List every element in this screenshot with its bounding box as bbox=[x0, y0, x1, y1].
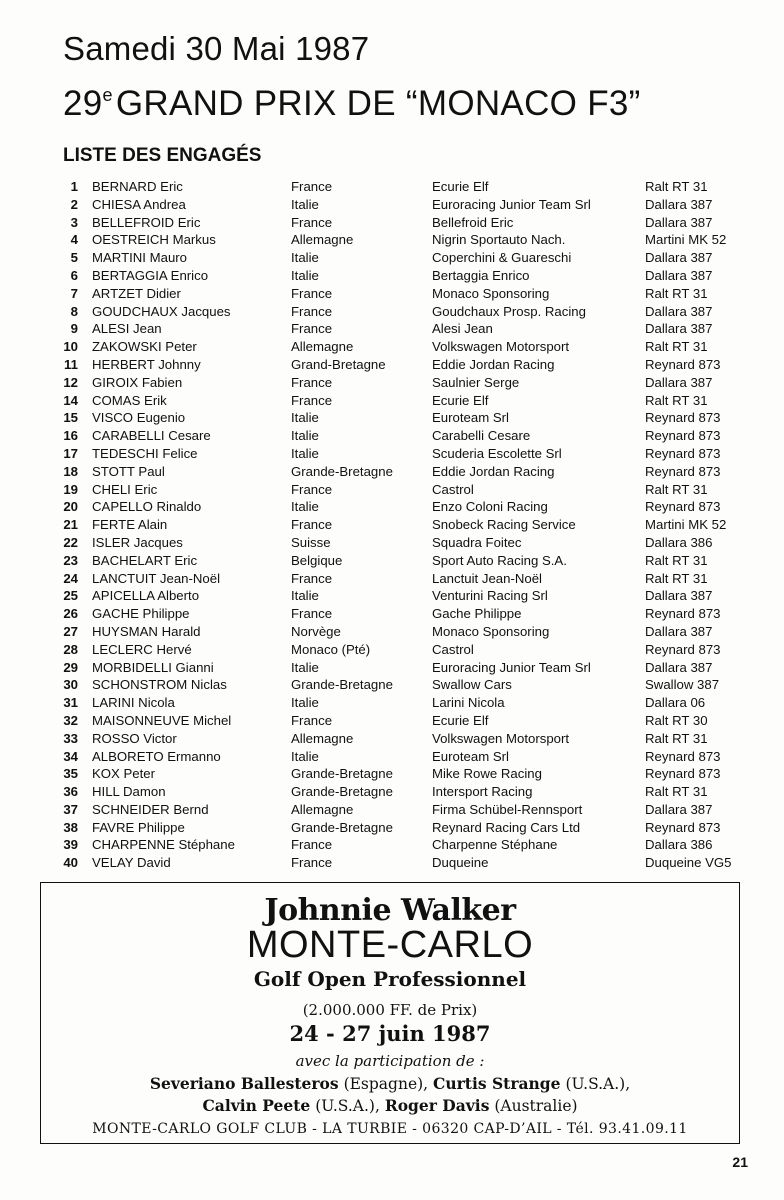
driver-nationality: Italie bbox=[291, 659, 319, 675]
entrant-team: Goudchaux Prosp. Racing bbox=[432, 303, 586, 319]
car-model: Ralt RT 31 bbox=[645, 179, 708, 194]
car-model: Dallara 387 bbox=[645, 321, 713, 337]
driver-nationality: France bbox=[291, 606, 333, 622]
entry-number: 7 bbox=[70, 285, 78, 301]
car-model: Reynard 873 bbox=[645, 748, 721, 764]
entry-row bbox=[0, 783, 784, 801]
entry-row bbox=[0, 303, 784, 321]
entry-row bbox=[0, 320, 784, 338]
entry-row bbox=[0, 392, 784, 410]
driver-name: CHELI Eric bbox=[92, 481, 158, 497]
entrant-team: Intersport Racing bbox=[432, 784, 533, 800]
driver-name: HERBERT Johnny bbox=[92, 356, 201, 372]
car-model: Reynard 873 bbox=[645, 428, 721, 444]
player-country: (Espagne), bbox=[343, 1075, 429, 1093]
player-country: (Australie) bbox=[494, 1097, 578, 1115]
entry-number: 12 bbox=[63, 374, 78, 390]
johnnie-walker-ad bbox=[40, 882, 740, 1144]
driver-name: CHARPENNE Stéphane bbox=[92, 837, 235, 853]
entry-number: 39 bbox=[63, 837, 78, 853]
player-name: Roger Davis bbox=[384, 1096, 490, 1115]
driver-nationality: Allemagne bbox=[291, 232, 354, 248]
entry-number: 29 bbox=[63, 659, 78, 675]
entry-number: 16 bbox=[63, 428, 78, 444]
car-model: Dallara 387 bbox=[645, 659, 713, 675]
entrant-team: Ecurie Elf bbox=[432, 179, 489, 194]
driver-nationality: France bbox=[291, 285, 333, 301]
driver-name: LANCTUIT Jean-Noël bbox=[92, 570, 221, 586]
driver-name: VELAY David bbox=[92, 855, 171, 871]
entry-number: 36 bbox=[63, 784, 78, 800]
entry-number: 14 bbox=[63, 392, 78, 408]
driver-name: LECLERC Hervé bbox=[92, 641, 192, 657]
driver-name: ROSSO Victor bbox=[92, 730, 177, 746]
entry-number: 21 bbox=[63, 517, 78, 533]
driver-name: LARINI Nicola bbox=[92, 695, 175, 711]
car-model: Dallara 387 bbox=[645, 374, 713, 390]
driver-nationality: France bbox=[291, 517, 333, 533]
entrant-team: Saulnier Serge bbox=[432, 374, 520, 390]
entrant-team: Eddie Jordan Racing bbox=[432, 356, 555, 372]
entry-number: 3 bbox=[70, 214, 78, 230]
entry-number: 37 bbox=[63, 801, 78, 817]
driver-nationality: Italie bbox=[291, 196, 319, 212]
entry-row bbox=[0, 801, 784, 819]
entry-row bbox=[0, 854, 784, 872]
player-name: Calvin Peete bbox=[202, 1096, 311, 1115]
driver-name: SCHNEIDER Bernd bbox=[92, 801, 209, 817]
driver-name: ALESI Jean bbox=[92, 321, 162, 337]
entry-row bbox=[0, 498, 784, 516]
car-model: Dallara 387 bbox=[645, 801, 713, 817]
driver-nationality: Italie bbox=[291, 588, 319, 604]
ad-participation: avec la participation de : bbox=[295, 1052, 485, 1070]
entry-row bbox=[0, 605, 784, 623]
entry-number: 15 bbox=[63, 410, 78, 426]
car-model: Reynard 873 bbox=[645, 819, 721, 835]
entry-number: 2 bbox=[70, 196, 78, 212]
car-model: Reynard 873 bbox=[645, 766, 721, 782]
entry-row bbox=[0, 267, 784, 285]
driver-name: TEDESCHI Felice bbox=[92, 445, 198, 461]
driver-nationality: France bbox=[291, 303, 333, 319]
entry-row bbox=[0, 730, 784, 748]
car-model: Dallara 387 bbox=[645, 214, 713, 230]
driver-nationality: Grande-Bretagne bbox=[291, 677, 393, 693]
entrant-team: Bertaggia Enrico bbox=[432, 267, 530, 283]
driver-name: STOTT Paul bbox=[92, 463, 165, 479]
player-country: (U.S.A.), bbox=[315, 1097, 380, 1115]
driver-nationality: France bbox=[291, 837, 333, 853]
car-model: Ralt RT 31 bbox=[645, 552, 708, 568]
entrant-team: Eddie Jordan Racing bbox=[432, 463, 555, 479]
entry-row bbox=[0, 819, 784, 837]
driver-name: HILL Damon bbox=[92, 784, 166, 800]
entry-number: 26 bbox=[63, 606, 78, 622]
entry-number: 8 bbox=[70, 303, 78, 319]
driver-nationality: Grande-Bretagne bbox=[291, 766, 393, 782]
car-model: Dallara 387 bbox=[645, 250, 713, 266]
entrant-team: Charpenne Stéphane bbox=[432, 837, 558, 853]
car-model: Ralt RT 31 bbox=[645, 392, 708, 408]
driver-name: BERNARD Eric bbox=[92, 179, 183, 194]
entry-number: 24 bbox=[63, 570, 78, 586]
driver-nationality: Grand-Bretagne bbox=[291, 356, 386, 372]
driver-nationality: Italie bbox=[291, 428, 319, 444]
car-model: Dallara 386 bbox=[645, 837, 713, 853]
page-number: 21 bbox=[732, 1154, 748, 1170]
page-title bbox=[63, 84, 641, 124]
entry-row bbox=[0, 748, 784, 766]
entrant-team: Euroracing Junior Team Srl bbox=[432, 196, 591, 212]
driver-nationality: France bbox=[291, 374, 333, 390]
entry-number: 4 bbox=[70, 232, 78, 248]
car-model: Dallara 387 bbox=[645, 303, 713, 319]
entry-number: 34 bbox=[63, 748, 78, 764]
entry-row bbox=[0, 587, 784, 605]
entry-row bbox=[0, 409, 784, 427]
driver-nationality: France bbox=[291, 321, 333, 337]
driver-nationality: Italie bbox=[291, 499, 319, 515]
entry-row bbox=[0, 356, 784, 374]
driver-name: SCHONSTROM Niclas bbox=[92, 677, 227, 693]
entry-row bbox=[0, 445, 784, 463]
entrant-team: Gache Philippe bbox=[432, 606, 522, 622]
driver-nationality: France bbox=[291, 481, 333, 497]
car-model: Reynard 873 bbox=[645, 410, 721, 426]
entry-row bbox=[0, 463, 784, 481]
entrant-team: Volkswagen Motorsport bbox=[432, 339, 570, 355]
entry-number: 17 bbox=[63, 445, 78, 461]
driver-nationality: Allemagne bbox=[291, 730, 354, 746]
car-model: Reynard 873 bbox=[645, 445, 721, 461]
car-model: Martini MK 52 bbox=[645, 232, 727, 248]
driver-name: GACHE Philippe bbox=[92, 606, 190, 622]
driver-name: BELLEFROID Eric bbox=[92, 214, 201, 230]
car-model: Swallow 387 bbox=[645, 677, 720, 693]
entry-number: 28 bbox=[63, 641, 78, 657]
entrant-team: Euroteam Srl bbox=[432, 748, 509, 764]
driver-nationality: Grande-Bretagne bbox=[291, 463, 393, 479]
car-model: Reynard 873 bbox=[645, 356, 721, 372]
entry-row bbox=[0, 516, 784, 534]
entry-row bbox=[0, 765, 784, 783]
entry-row bbox=[0, 623, 784, 641]
entry-number: 9 bbox=[70, 321, 78, 337]
entry-row bbox=[0, 285, 784, 303]
entry-row bbox=[0, 249, 784, 267]
driver-nationality: France bbox=[291, 214, 333, 230]
entry-number: 11 bbox=[64, 356, 78, 372]
title-text: GRAND PRIX DE “MONACO F3” bbox=[115, 84, 641, 123]
driver-nationality: France bbox=[291, 392, 333, 408]
driver-name: CARABELLI Cesare bbox=[92, 428, 211, 444]
driver-name: CHIESA Andrea bbox=[92, 196, 186, 212]
entrant-team: Ecurie Elf bbox=[432, 392, 489, 408]
driver-nationality: Italie bbox=[291, 695, 319, 711]
car-model: Ralt RT 30 bbox=[645, 712, 708, 728]
entrant-team: Euroracing Junior Team Srl bbox=[432, 659, 591, 675]
car-model: Ralt RT 31 bbox=[645, 339, 708, 355]
entry-number: 25 bbox=[63, 588, 78, 604]
driver-name: ZAKOWSKI Peter bbox=[92, 339, 197, 355]
entrant-team: Reynard Racing Cars Ltd bbox=[432, 819, 581, 835]
driver-name: KOX Peter bbox=[92, 766, 156, 782]
driver-nationality: Grande-Bretagne bbox=[291, 784, 393, 800]
entry-row bbox=[0, 694, 784, 712]
entrant-team: Castrol bbox=[432, 481, 474, 497]
car-model: Reynard 873 bbox=[645, 499, 721, 515]
entry-number: 18 bbox=[63, 463, 78, 479]
entry-number: 22 bbox=[63, 534, 78, 550]
entry-row bbox=[0, 427, 784, 445]
driver-name: VISCO Eugenio bbox=[92, 410, 186, 426]
driver-name: GIROIX Fabien bbox=[92, 374, 183, 390]
driver-name: COMAS Erik bbox=[92, 392, 167, 408]
ad-players-line-2 bbox=[41, 1096, 739, 1115]
entrant-team: Duqueine bbox=[432, 855, 489, 871]
car-model: Ralt RT 31 bbox=[645, 481, 708, 497]
entry-number: 27 bbox=[63, 623, 78, 639]
entry-row bbox=[0, 570, 784, 588]
entry-number: 35 bbox=[63, 766, 78, 782]
car-model: Duqueine VG5 bbox=[645, 855, 732, 871]
entry-row bbox=[0, 374, 784, 392]
car-model: Dallara 387 bbox=[645, 623, 713, 639]
driver-name: OESTREICH Markus bbox=[92, 232, 216, 248]
entry-number: 30 bbox=[63, 677, 78, 693]
entry-number: 19 bbox=[63, 481, 78, 497]
driver-name: ISLER Jacques bbox=[92, 534, 183, 550]
driver-name: FAVRE Philippe bbox=[92, 819, 185, 835]
car-model: Dallara 386 bbox=[645, 534, 713, 550]
driver-nationality: Allemagne bbox=[291, 339, 354, 355]
ad-event: Golf Open Professionnel bbox=[253, 967, 527, 991]
entry-number: 10 bbox=[63, 339, 78, 355]
driver-nationality: France bbox=[291, 855, 333, 871]
entry-number: 31 bbox=[63, 695, 78, 711]
entry-number: 38 bbox=[63, 819, 78, 835]
entrant-team: Sport Auto Racing S.A. bbox=[432, 552, 567, 568]
entry-row bbox=[0, 712, 784, 730]
entrant-team: Squadra Foitec bbox=[432, 534, 522, 550]
driver-name: MAISONNEUVE Michel bbox=[92, 712, 232, 728]
driver-name: CAPELLO Rinaldo bbox=[92, 499, 202, 515]
ad-prize: (2.000.000 FF. de Prix) bbox=[302, 1001, 478, 1019]
entrant-team: Larini Nicola bbox=[432, 695, 505, 711]
driver-nationality: Allemagne bbox=[291, 801, 354, 817]
ad-dates: 24 - 27 juin 1987 bbox=[289, 1021, 491, 1046]
entry-row bbox=[0, 552, 784, 570]
entrant-team: Scuderia Escolette Srl bbox=[432, 445, 562, 461]
car-model: Ralt RT 31 bbox=[645, 570, 708, 586]
driver-nationality: Italie bbox=[291, 445, 319, 461]
driver-name: BACHELART Eric bbox=[92, 552, 198, 568]
entrant-team: Monaco Sponsoring bbox=[432, 285, 550, 301]
entrant-team: Swallow Cars bbox=[432, 677, 512, 693]
entry-row bbox=[0, 676, 784, 694]
driver-name: MORBIDELLI Gianni bbox=[92, 659, 214, 675]
player-country: (U.S.A.), bbox=[565, 1075, 631, 1093]
entry-list bbox=[0, 178, 784, 872]
ad-city: MONTE-CARLO bbox=[246, 924, 534, 966]
entry-row bbox=[0, 214, 784, 232]
entrant-team: Carabelli Cesare bbox=[432, 428, 531, 444]
entrant-team: Castrol bbox=[432, 641, 474, 657]
entry-number: 40 bbox=[63, 855, 78, 871]
title-superscript: e bbox=[102, 85, 113, 105]
entry-number: 33 bbox=[63, 730, 78, 746]
date-heading: Samedi 30 Mai 1987 bbox=[63, 30, 370, 67]
entrant-team: Ecurie Elf bbox=[432, 712, 489, 728]
car-model: Dallara 387 bbox=[645, 588, 713, 604]
entrant-team: Euroteam Srl bbox=[432, 410, 509, 426]
entry-row bbox=[0, 659, 784, 677]
driver-nationality: Suisse bbox=[291, 534, 331, 550]
driver-name: ALBORETO Ermanno bbox=[92, 748, 221, 764]
driver-nationality: Monaco (Pté) bbox=[291, 641, 371, 657]
car-model: Reynard 873 bbox=[645, 463, 721, 479]
car-model: Ralt RT 31 bbox=[645, 784, 708, 800]
entrant-team: Alesi Jean bbox=[432, 321, 493, 337]
driver-name: HUYSMAN Harald bbox=[92, 623, 201, 639]
entrant-team: Venturini Racing Srl bbox=[432, 588, 548, 604]
driver-nationality: Grande-Bretagne bbox=[291, 819, 393, 835]
ad-brand: Johnnie Walker bbox=[264, 893, 516, 928]
entry-row bbox=[0, 178, 784, 196]
driver-name: GOUDCHAUX Jacques bbox=[92, 303, 231, 319]
driver-nationality: Italie bbox=[291, 267, 319, 283]
entrant-team: Coperchini & Guareschi bbox=[432, 250, 572, 266]
title-number: 29 bbox=[63, 84, 103, 123]
car-model: Dallara 387 bbox=[645, 267, 713, 283]
entry-number: 32 bbox=[63, 712, 78, 728]
car-model: Reynard 873 bbox=[645, 641, 721, 657]
driver-nationality: Italie bbox=[291, 250, 319, 266]
entrant-team: Volkswagen Motorsport bbox=[432, 730, 570, 746]
driver-nationality: France bbox=[291, 179, 333, 194]
entrant-team: Firma Schübel-Rennsport bbox=[432, 801, 583, 817]
entry-row bbox=[0, 836, 784, 854]
driver-nationality: France bbox=[291, 570, 333, 586]
entrant-team: Snobeck Racing Service bbox=[432, 517, 576, 533]
entrant-team: Mike Rowe Racing bbox=[432, 766, 542, 782]
entry-number: 23 bbox=[63, 552, 78, 568]
car-model: Reynard 873 bbox=[645, 606, 721, 622]
driver-name: BERTAGGIA Enrico bbox=[92, 267, 209, 283]
entry-row bbox=[0, 534, 784, 552]
driver-nationality: France bbox=[291, 712, 333, 728]
entry-row bbox=[0, 481, 784, 499]
entrant-team: Nigrin Sportauto Nach. bbox=[432, 232, 566, 248]
car-model: Dallara 06 bbox=[645, 695, 706, 711]
entrant-team: Enzo Coloni Racing bbox=[432, 499, 548, 515]
ad-footer: MONTE-CARLO GOLF CLUB - LA TURBIE - 06320 CAP-D’AIL - Tél. 93.41.09.11 bbox=[92, 1121, 688, 1137]
entry-number: 5 bbox=[70, 250, 78, 266]
entry-number: 1 bbox=[70, 179, 78, 194]
player-name: Severiano Ballesteros bbox=[149, 1074, 339, 1093]
driver-nationality: Belgique bbox=[291, 552, 343, 568]
car-model: Ralt RT 31 bbox=[645, 730, 708, 746]
car-model: Ralt RT 31 bbox=[645, 285, 708, 301]
entrant-team: Monaco Sponsoring bbox=[432, 623, 550, 639]
ad-players-line-1 bbox=[41, 1074, 739, 1093]
driver-nationality: Italie bbox=[291, 748, 319, 764]
entry-number: 6 bbox=[70, 267, 78, 283]
driver-nationality: Norvège bbox=[291, 623, 341, 639]
entry-number: 20 bbox=[63, 499, 78, 515]
car-model: Martini MK 52 bbox=[645, 517, 727, 533]
car-model: Dallara 387 bbox=[645, 196, 713, 212]
list-heading: LISTE DES ENGAGÉS bbox=[63, 145, 262, 166]
driver-name: APICELLA Alberto bbox=[92, 588, 200, 604]
entrant-team: Lanctuit Jean-Noël bbox=[432, 570, 542, 586]
entry-row bbox=[0, 231, 784, 249]
entrant-team: Bellefroid Eric bbox=[432, 214, 514, 230]
driver-name: FERTE Alain bbox=[92, 517, 168, 533]
driver-name: ARTZET Didier bbox=[92, 285, 181, 301]
entry-row bbox=[0, 196, 784, 214]
player-name: Curtis Strange bbox=[433, 1074, 561, 1093]
driver-name: MARTINI Mauro bbox=[92, 250, 188, 266]
entry-row bbox=[0, 641, 784, 659]
driver-nationality: Italie bbox=[291, 410, 319, 426]
entry-row bbox=[0, 338, 784, 356]
